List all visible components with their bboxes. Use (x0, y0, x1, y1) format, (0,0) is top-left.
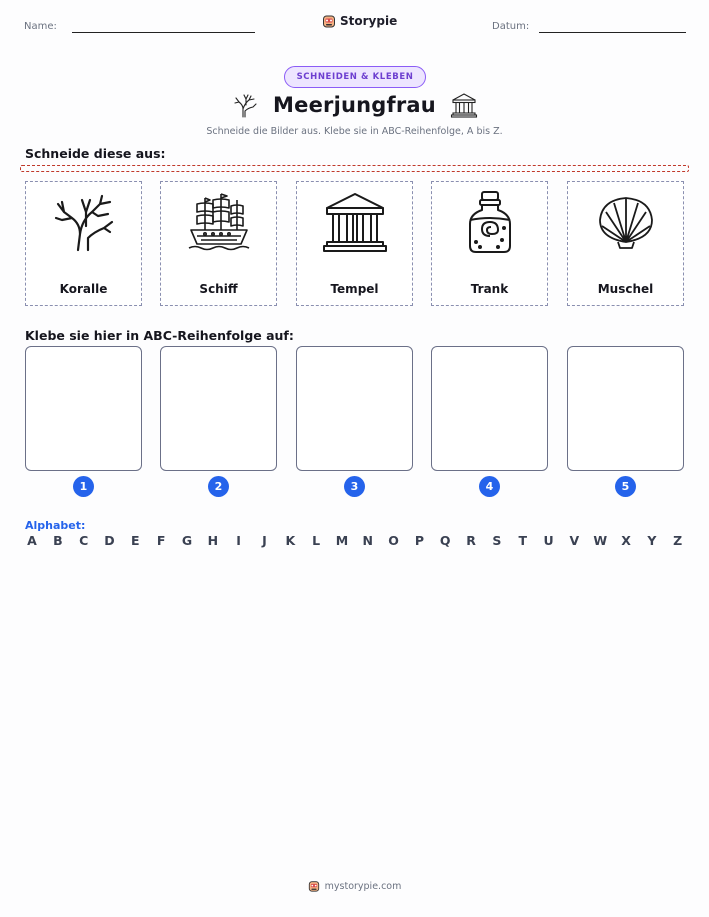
paste-slot-1[interactable] (25, 346, 142, 471)
alphabet-letter: C (79, 533, 89, 548)
paste-slot-2[interactable] (160, 346, 277, 471)
ship-icon (187, 190, 251, 254)
alphabet-letter: H (207, 533, 219, 548)
alphabet-letter: O (388, 533, 399, 548)
alphabet-row (25, 533, 685, 548)
slot-number-3: 3 (344, 476, 365, 497)
brand-name: Storypie (340, 14, 398, 28)
card-label: Tempel (330, 282, 379, 296)
coral-icon (52, 190, 116, 254)
coral-icon (231, 91, 259, 119)
footer (0, 880, 709, 892)
alphabet-letter: K (285, 533, 296, 548)
paste-slot-5[interactable] (567, 346, 684, 471)
temple-icon (323, 190, 387, 254)
activity-badge: SCHNEIDEN & KLEBEN (284, 66, 426, 88)
alphabet-letter: Q (439, 533, 451, 548)
page-title: Meerjungfrau (273, 93, 436, 117)
name-line[interactable] (72, 32, 255, 33)
alphabet-letter: N (362, 533, 373, 548)
potion-icon (458, 190, 522, 254)
temple-icon (450, 91, 478, 119)
card-label: Trank (470, 282, 509, 296)
date-line[interactable] (539, 32, 686, 33)
card-label: Koralle (59, 282, 108, 296)
alphabet-letter: W (593, 533, 608, 548)
cut-card-temple[interactable] (296, 181, 413, 306)
paste-section-heading: Klebe sie hier in ABC-Reihenfolge auf: (25, 328, 294, 343)
alphabet-letter: T (518, 533, 527, 548)
alphabet-letter: R (466, 533, 476, 548)
alphabet-letter: S (492, 533, 502, 548)
brand-logo (322, 14, 397, 28)
shell-icon (594, 190, 658, 254)
alphabet-letter: I (236, 533, 241, 548)
alphabet-label: Alphabet: (25, 519, 86, 532)
slot-number-2: 2 (208, 476, 229, 497)
cut-card-shell[interactable] (567, 181, 684, 306)
cut-line (20, 165, 689, 172)
title-row (0, 91, 709, 119)
card-label: Schiff (199, 282, 238, 296)
cut-card-ship[interactable] (160, 181, 277, 306)
alphabet-letter: F (156, 533, 166, 548)
alphabet-letter: D (104, 533, 115, 548)
slot-number-5: 5 (615, 476, 636, 497)
footer-site: mystorypie.com (324, 880, 402, 892)
alphabet-letter: Y (647, 533, 657, 548)
slot-number-4: 4 (479, 476, 500, 497)
cut-card-coral[interactable] (25, 181, 142, 306)
paste-slot-4[interactable] (431, 346, 548, 471)
alphabet-letter: G (181, 533, 193, 548)
card-label: Muschel (597, 282, 654, 296)
instructions: Schneide die Bilder aus. Klebe sie in ABC-Reihenfolge, A bis Z. (206, 126, 503, 137)
date-label: Datum: (492, 21, 530, 32)
alphabet-letter: M (335, 533, 349, 548)
slot-number-1: 1 (73, 476, 94, 497)
cut-section-heading: Schneide diese aus: (25, 146, 166, 161)
alphabet-letter: V (569, 533, 580, 548)
paste-slot-3[interactable] (296, 346, 413, 471)
alphabet-letter: X (621, 533, 631, 548)
alphabet-letter: E (131, 533, 140, 548)
alphabet-letter: B (53, 533, 63, 548)
cut-card-potion[interactable] (431, 181, 548, 306)
alphabet-letter: Z (673, 533, 683, 548)
alphabet-letter: L (312, 533, 321, 548)
alphabet-letter: P (414, 533, 424, 548)
name-label: Name: (24, 21, 57, 32)
alphabet-letter: A (27, 533, 37, 548)
alphabet-letter: U (543, 533, 554, 548)
storypie-mascot-icon (322, 14, 336, 28)
alphabet-letter: J (262, 533, 267, 548)
storypie-mascot-icon (308, 880, 320, 892)
